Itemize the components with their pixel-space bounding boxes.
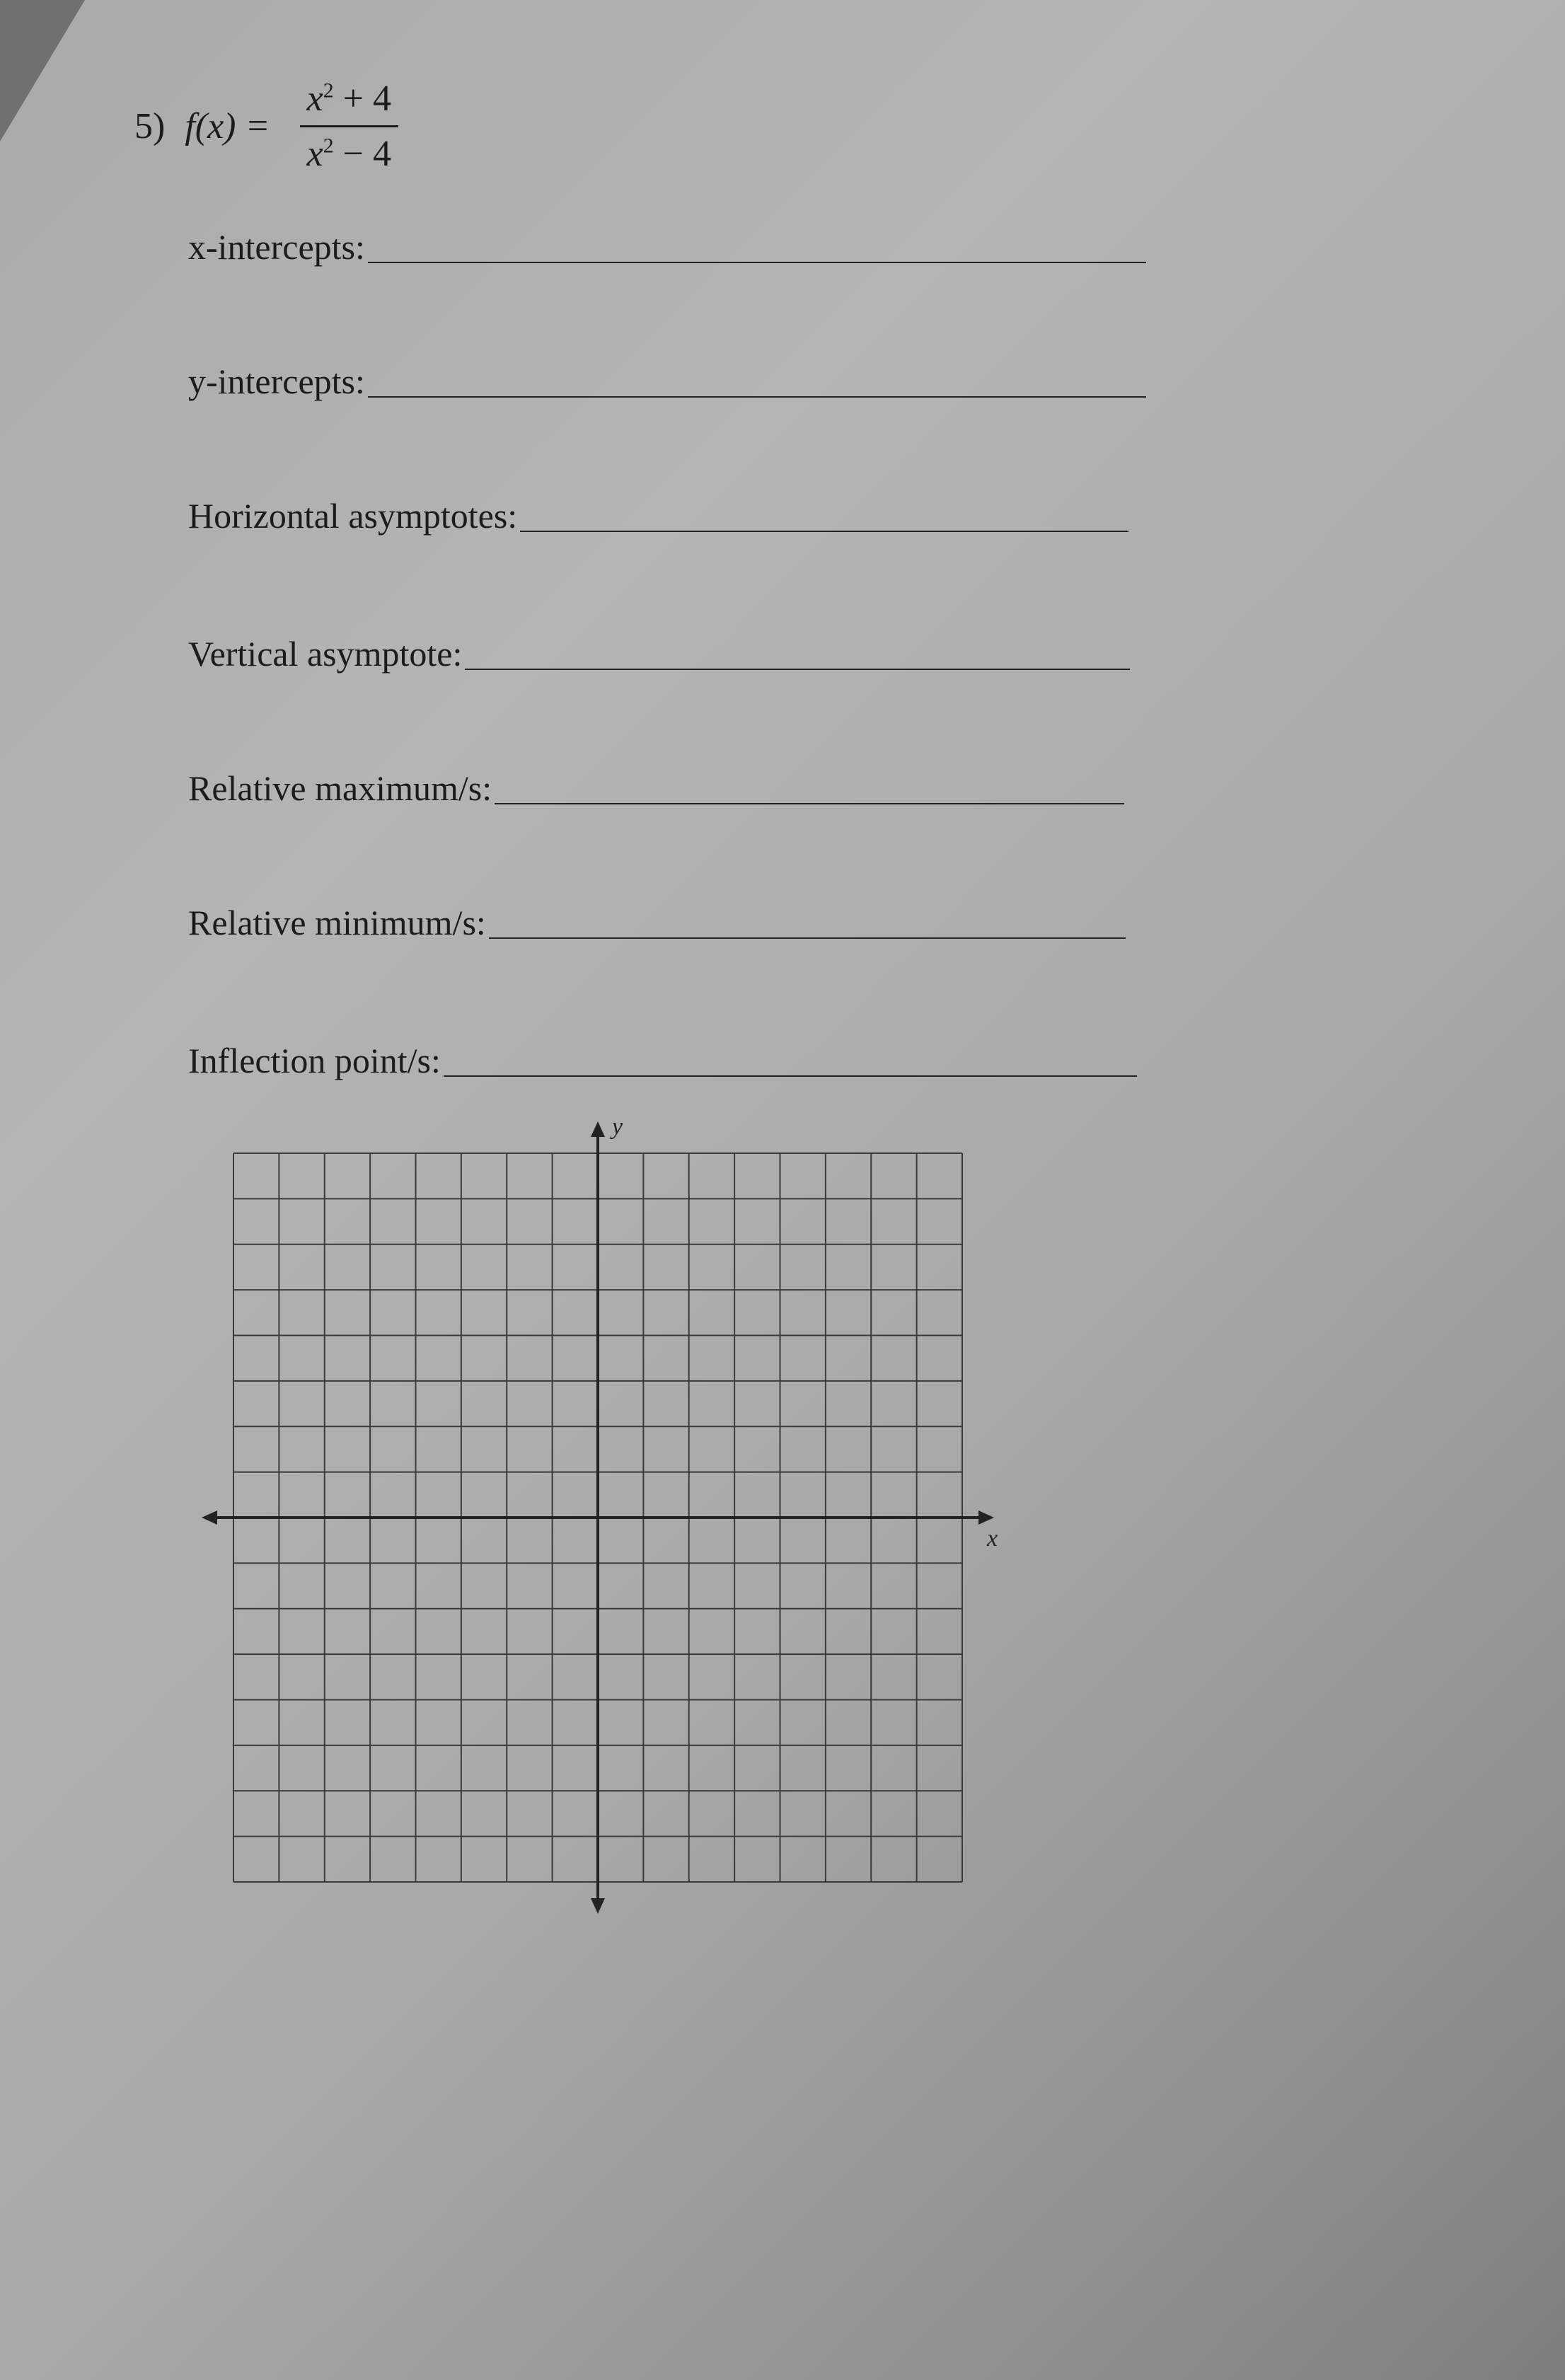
question-label: y-intercepts: xyxy=(188,362,365,401)
question-x-intercepts xyxy=(188,226,1146,267)
answer-line-inflection-points[interactable] xyxy=(444,1075,1137,1077)
question-inflection-points xyxy=(188,1040,1137,1081)
denominator-rest: − 4 xyxy=(333,134,391,174)
question-relative-minimum xyxy=(188,902,1126,943)
question-label: Horizontal asymptotes: xyxy=(188,496,518,536)
question-label: Vertical asymptote: xyxy=(188,634,463,674)
problem-number: 5) xyxy=(134,106,166,146)
answer-line-relative-minimum[interactable] xyxy=(489,937,1126,939)
y-axis-arrow-up xyxy=(591,1121,605,1137)
x-axis-arrow-right xyxy=(978,1510,994,1525)
problem-statement xyxy=(134,78,398,175)
answer-line-horizontal-asymptotes[interactable] xyxy=(520,531,1128,532)
function-fraction xyxy=(300,78,398,175)
question-label: Relative maximum/s: xyxy=(188,768,492,808)
question-label: x-intercepts: xyxy=(188,227,365,267)
question-relative-maximum xyxy=(188,768,1124,809)
answer-line-y-intercepts[interactable] xyxy=(368,396,1146,398)
numerator-rest: + 4 xyxy=(333,79,391,119)
answer-line-relative-maximum[interactable] xyxy=(495,803,1124,804)
question-vertical-asymptote xyxy=(188,633,1130,674)
page-shadow xyxy=(0,0,85,141)
x-axis-arrow-left xyxy=(202,1510,217,1525)
question-label: Relative minimum/s: xyxy=(188,903,486,942)
question-label: Inflection point/s: xyxy=(188,1041,441,1080)
y-axis-label: y xyxy=(612,1118,623,1140)
question-y-intercepts xyxy=(188,361,1146,402)
answer-line-x-intercepts[interactable] xyxy=(368,262,1146,263)
numerator-base: x xyxy=(306,79,323,119)
question-horizontal-asymptotes xyxy=(188,495,1128,536)
denominator-base: x xyxy=(306,134,323,174)
denominator xyxy=(300,133,398,175)
y-axis-arrow-down xyxy=(591,1898,605,1914)
answer-line-vertical-asymptote[interactable] xyxy=(465,669,1130,670)
fraction-bar xyxy=(300,125,398,127)
denominator-exponent: 2 xyxy=(323,134,334,158)
x-axis-label: x xyxy=(987,1525,998,1552)
function-lhs: f(x) = xyxy=(185,106,270,146)
coordinate-grid[interactable] xyxy=(198,1118,1047,1917)
numerator xyxy=(300,78,398,120)
numerator-exponent: 2 xyxy=(323,79,334,103)
